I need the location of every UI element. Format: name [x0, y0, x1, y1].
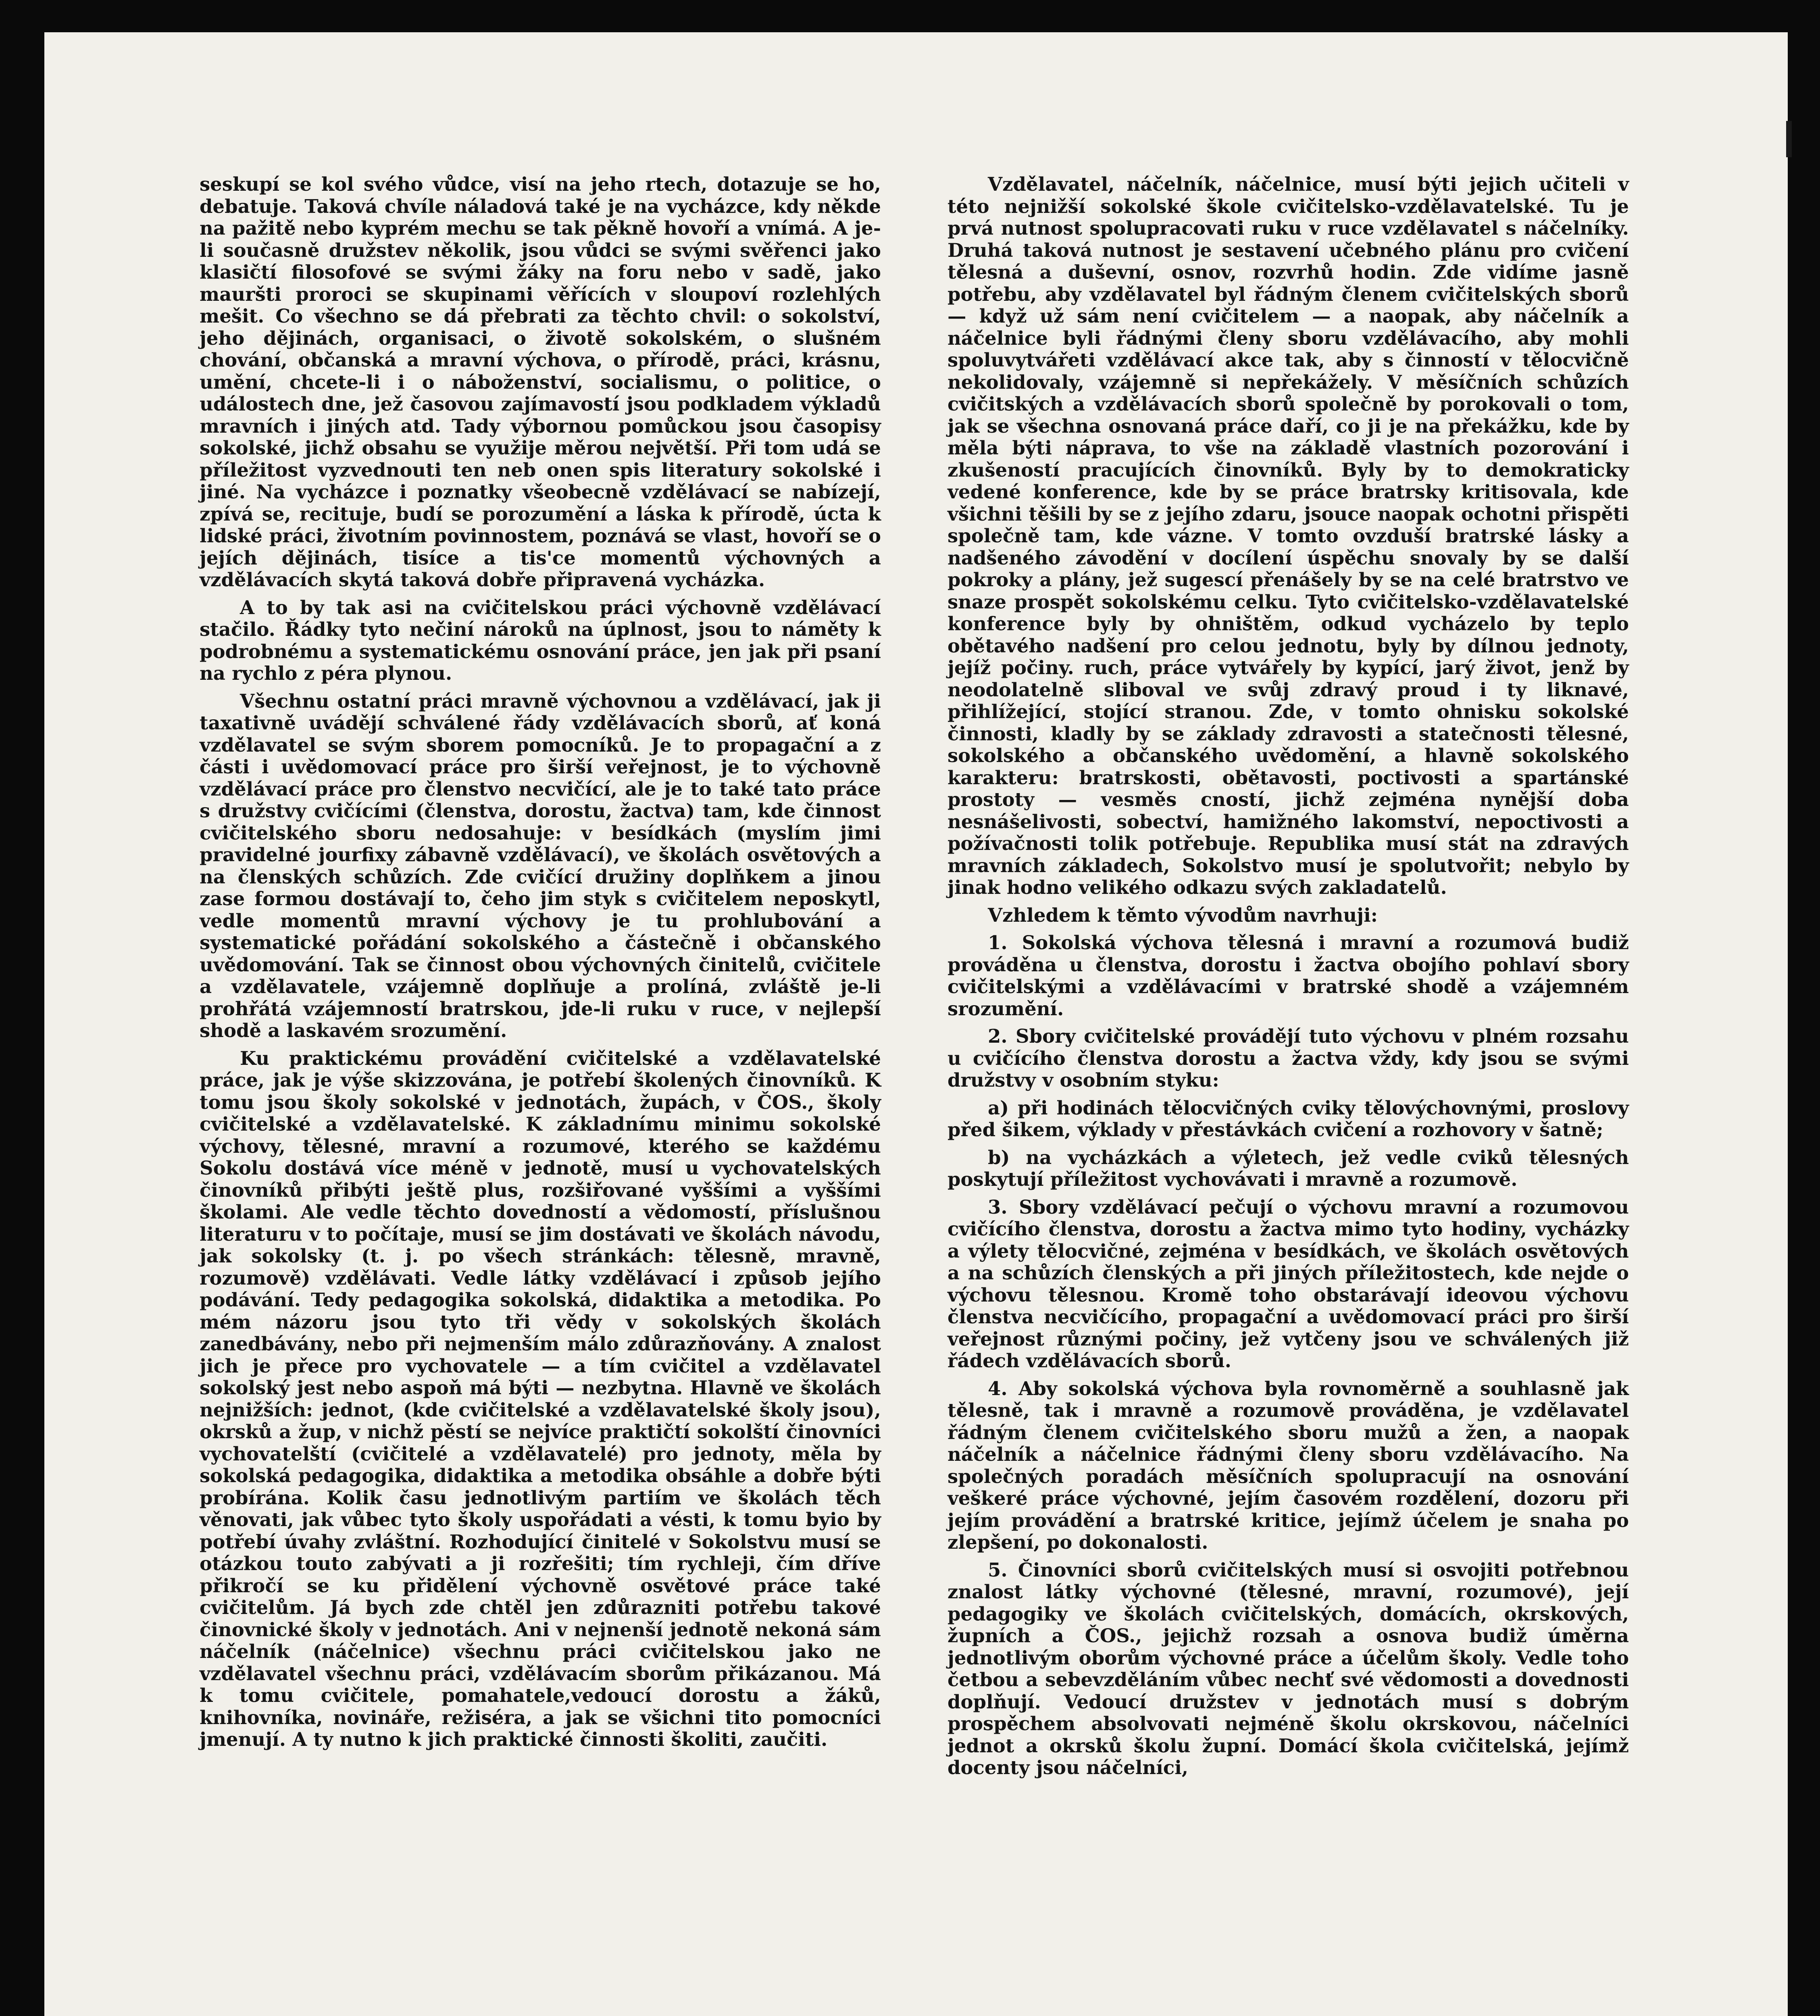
- right-paragraph-point-2a: a) při hodinách tělocvičných cviky tělovýchovnými, proslovy před šikem, výklady v přestávkách cvičení a rozhovory v šatně;: [947, 1096, 1629, 1141]
- right-paragraph-point-1: 1. Sokolská výchova tělesná i mravní a rozumová budiž prováděna u členstva, dorostu i žactva obojího pohlaví sbory cvičitelskými a vzdělávacími v bratrské shodě a vzájemném srozumění.: [947, 931, 1629, 1020]
- right-paragraph-point-3: 3. Sbory vzdělávací pečují o výchovu mravní a rozumovou cvičícího členstva, dorostu a žactva mimo tyto hodiny, vycházky a výlety tělocvičné, zejména v besídkách, ve školách osvětových a na schůzích členských a při jiných příležitostech, kde nejde o výchovu tělesnou. Kromě toho obstarávají ideovou výchovu členstva necvičícího, propagační a uvědomovací práci pro širší veřejnost různými počiny, jež vytčeny jsou ve schválených již řádech vzdělávacích sborů.: [947, 1195, 1629, 1372]
- scan-border-right: [1788, 0, 1820, 2016]
- left-text-column: [200, 173, 881, 1751]
- left-paragraph-4: Ku praktickému provádění cvičitelské a vzdělavatelské práce, jak je výše skizzována, je potřebí školených činovníků. K tomu jsou školy sokolské v jednotách, župách, v ČOS., školy cvičitelské a vzdělavatelské. K základnímu minimu sokolské výchovy, tělesné, mravní a rozumové, kterého se každému Sokolu dostává více méně v jednotě, musí u vychovatelských činovníků přibýti ještě plus, rozšiřované vyššími a vyššími školami. Ale vedle těchto dovedností a vědomostí, příslušnou literaturu v to počítaje, musí se jim dostávati ve školách návodu, jak sokolsky (t. j. po všech stránkách: tělesně, mravně, rozumově) vzdělávati. Vedle látky vzdělávací i způsob jejího podávání. Tedy pedagogika sokolská, didaktika a metodika. Po mém názoru jsou tyto tři vědy v sokolských školách zanedbávány, nebo při nejmenším málo zdůrazňovány. A znalost jich je přece pro vychovatele — a tím cvičitel a vzdělavatel sokolský jest nebo aspoň má býti — nezbytna. Hlavně ve školách nejnižších: jednot, (kde cvičitelské a vzdělavatelské školy jsou), okrsků a žup, v nichž pěstí se nejvíce praktičtí sokolští činovníci vychovatelští (cvičitelé a vzdělavatelé) pro jednoty, měla by sokolská pedagogika, didaktika a metodika obsáhle a dobře býti probírána. Kolik času jednotlivým partiím ve školách těch věnovati, jak vůbec tyto školy uspořádati a vésti, k tomu byio by potřebí úvahy zvláštní. Rozhodující činitelé v Sokolstvu musí se otázkou touto zabývati a ji rozřešiti; tím rychleji, čím dříve přikročí se ku přidělení výchovně osvětové práce také cvičitelům. Já bych zde chtěl jen zdůrazniti potřebu takové činovnické školy v jednotách. Ani v nejnenší jednotě nekoná sám náčelník (náčelnice) všechnu práci cvičitelskou jako ne vzdělavatel všechnu práci, vzdělávacím sborům přikázanou. Má k tomu cvičitele, pomahatele,vedoucí dorostu a žáků, knihovníka, novináře, režiséra, a jak se všichni tito pomocníci jmenují. A ty nutno k jich praktické činnosti školiti, zaučiti.: [200, 1047, 881, 1750]
- right-paragraph-point-5: 5. Činovníci sborů cvičitelských musí si osvojiti potřebnou znalost látky výchovné (tělesné, mravní, rozumové), její pedagogiky ve školách cvičitelských, domácích, okrskových, župních a ČOS., jejichž rozsah a osnova budiž úměrna jednotlivým oborům výchovné práce a účelům školy. Vedle toho četbou a sebevzděláním vůbec nechť své vědomosti a dovednosti doplňují. Vedoucí družstev v jednotách musí s dobrým prospěchem absolvovati nejméně školu okrskovou, náčelníci jednot a okrsků školu župní. Domácí škola cvičitelská, jejímž docenty jsou náčelníci,: [947, 1558, 1629, 1779]
- left-paragraph-1: seskupí se kol svého vůdce, visí na jeho rtech, dotazuje se ho, debatuje. Taková chvíle náladová také je na vycházce, kdy někde na pažitě nebo kyprém mechu se tak pěkně hovoří a vnímá. A je-li současně družstev několik, jsou vůdci se svými svěřenci jako klasičtí filosofové se svými žáky na foru nebo v sadě, jako mauršti proroci se skupinami věřících v sloupoví rozlehlých mešit. Co všechno se dá přebrati za těchto chvil: o sokolství, jeho dějinách, organisaci, o životě sokolském, o slušném chování, občanská a mravní výchova, o přírodě, práci, krásnu, umění, chcete-li i o náboženství, socialismu, o politice, o událostech dne, jež časovou zajímavostí jsou podkladem výkladů mravních i jiných atd. Tady výbornou pomůckou jsou časopisy sokolské, jichž obsahu se využije měrou největší. Při tom udá se příležitost vyzvednouti ten neb onen spis literatury sokolské i jiné. Na vycházce i poznatky všeobecně vzdělávací se nabízejí, zpívá se, recituje, budí se porozumění a láska k přírodě, úcta k lidské práci, životním povinnostem, poznává se vlast, hovoří se o jejích dějinách, tisíce a tis'ce momentů výchovných a vzdělávacích skytá taková dobře připravená vycházka.: [200, 173, 881, 591]
- right-text-column: [947, 173, 1629, 1779]
- right-paragraph-point-2: 2. Sbory cvičitelské provádějí tuto výchovu v plném rozsahu u cvičícího členstva dorostu a žactva vždy, kdy jsou se svými družstvy v osobním styku:: [947, 1025, 1629, 1091]
- left-paragraph-3: Všechnu ostatní práci mravně výchovnou a vzdělávací, jak ji taxativně uvádějí schválené řády vzdělávacích sborů, ať koná vzdělavatel se svým sborem pomocníků. Je to propagační a z části i uvědomovací práce pro širší veřejnost, je to výchovně vzdělávací práce pro členstvo necvičící, ale je to také tato práce s družstvy cvičícími (členstva, dorostu, žactva) tam, kde činnost cvičitelského sboru nedosahuje: v besídkách (myslím jimi pravidelné jourfixy zábavně vzdělávací), ve školách osvětových a na členských schůzích. Zde cvičící družiny doplňkem a jinou zase formou dostávají to, čeho jim styk s cvičitelem neposkytl, vedle momentů mravní výchovy je tu prohlubování a systematické pořádání sokolského a částečně i občanského uvědomování. Tak se činnost obou výchovných činitelů, cvičitele a vzdělavatele, vzájemně doplňuje a prolíná, zvláště je-li prohřátá vzájemností bratrskou, jde-li ruku v ruce, v nejlepší shodě a laskavém srozumění.: [200, 689, 881, 1041]
- margin-mark: [1786, 121, 1792, 157]
- right-paragraph-point-4: 4. Aby sokolská výchova byla rovnoměrně a souhlasně jak tělesně, tak i mravně a rozumově prováděna, je vzdělavatel řádným členem cvičitelského sboru mužů a žen, a naopak náčelník a náčelnice řádnými členy sboru vzdělávacího. Na společných poradách měsíčních spolupracují na osnování veškeré práce výchovné, jejím časovém rozdělení, dozoru při jejím provádění a bratrské kritice, jejímž účelem je snaha po zlepšení, po dokonalosti.: [947, 1377, 1629, 1553]
- scan-border-left: [0, 0, 44, 2016]
- right-paragraph-1: Vzdělavatel, náčelník, náčelnice, musí býti jejich učiteli v této nejnižší sokolské škole cvičitelsko-vzdělavatelské. Tu je prvá nutnost spolupracovati ruku v ruce vzdělavatel s náčelníky. Druhá taková nutnost je sestavení učebného plánu pro cvičení tělesná a duševní, osnov, rozvrhů hodin. Zde vidíme jasně potřebu, aby vzdělavatel byl řádným členem cvičitelských sborů — když už sám není cvičitelem — a naopak, aby náčelník a náčelnice byli řádnými členy sboru vzdělávacího, aby mohli spoluvytvářeti vzdělávací akce tak, aby s činností v tělocvičně nekolidovaly, vzájemně si nepřekážely. V měsíčních schůzích cvičitských a vzdělávacích sborů společně by porokovali o tom, jak se všechna osnovaná práce daří, co ji je na překážku, kde by měla býti náprava, to vše na základě vlastních pozorování i zkušeností pracujících činovníků. Byly by to demokraticky vedené konference, kde by se práce bratrsky kritisovala, kde všichni těšili by se z jejího zdaru, jsouce naopak ochotni přispěti společně tam, kde vázne. V tomto ovzduší bratrské lásky a nadšeného závodění v docílení úspěchu snovaly by se další pokroky a plány, jež sugescí přenášely by se na celé bratrstvo ve snaze prospět sokolskému celku. Tyto cvičitelsko-vzdělavatelské konference byly by ohništěm, odkud vycházelo by teplo obětavého nadšení pro celou jednotu, byly by dílnou jednoty, jejíž počiny. ruch, práce vytvářely by kypící, jarý život, jenž by neodolatelně sliboval ve svůj zdravý proud i ty liknavé, přihlížející, stojící stranou. Zde, v tomto ohnisku sokolské činnosti, kladly by se základy zdravosti a statečnosti tělesné, sokolského a občanského uvědomění, a hlavně sokolského karakteru: bratrskosti, obětavosti, poctivosti a spartánské prostoty — vesměs cností, jichž zejména nynější doba nesnášelivosti, sobectví, hamižného lakomství, nepoctivosti a požívačnosti tolik potřebuje. Republika musí stát na zdravých mravních základech, Sokolstvo musí je spolutvořit; nebylo by jinak hodno velikého odkazu svých zakladatelů.: [947, 173, 1629, 898]
- right-paragraph-proposal-intro: Vzhledem k těmto vývodům navrhuji:: [988, 904, 1378, 926]
- scan-border-top: [0, 0, 1820, 32]
- left-paragraph-2: A to by tak asi na cvičitelskou práci výchovně vzdělávací stačilo. Řádky tyto nečiní nároků na úplnost, jsou to náměty k podrobnému a systematickému osnování práce, jen jak při psaní na rychlo z péra plynou.: [200, 596, 881, 684]
- right-paragraph-point-2b: b) na vycházkách a výletech, jež vedle cviků tělesných poskytují příležitost vychovávati i mravně a rozumově.: [947, 1146, 1629, 1190]
